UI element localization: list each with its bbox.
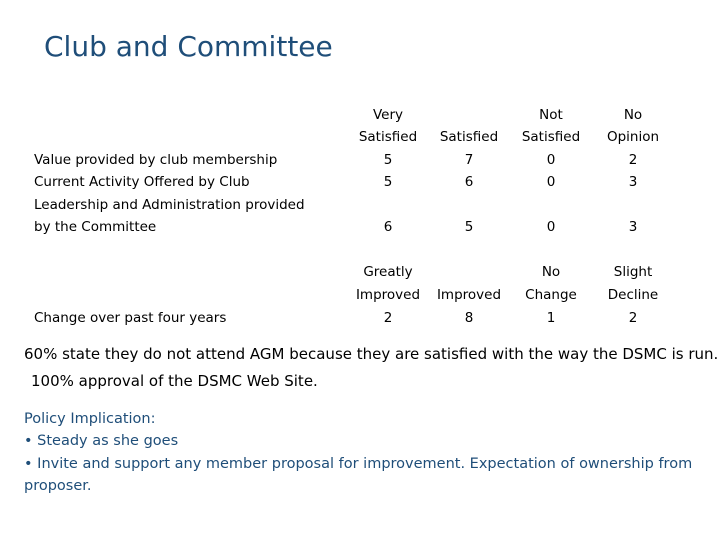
cell-value: 0: [546, 219, 556, 235]
header-slight-decline-line2: Decline: [607, 287, 659, 303]
cell-value: 2: [628, 310, 638, 326]
cell-value: 2: [383, 310, 393, 326]
slide-title: Club and Committee: [44, 30, 333, 63]
cell-value: 8: [464, 310, 474, 326]
cell-value: 0: [546, 174, 556, 190]
header-slight-decline-line1: Slight: [613, 264, 653, 280]
header-very-satisfied-line2: Satisfied: [358, 129, 418, 145]
header-no-change-line1: No: [541, 264, 561, 280]
policy-line: • Steady as she goes: [24, 433, 179, 449]
header-not-satisfied-line2: Satisfied: [521, 129, 581, 145]
row-label-current-activity: Current Activity Offered by Club: [34, 174, 250, 190]
cell-value: 3: [628, 219, 638, 235]
cell-value: 6: [464, 174, 474, 190]
cell-value: 5: [383, 174, 393, 190]
header-very-satisfied-line1: Very: [372, 107, 404, 123]
web-site-note: 100% approval of the DSMC Web Site.: [31, 372, 318, 390]
header-no-opinion-line2: Opinion: [606, 129, 660, 145]
header-not-satisfied-line1: Not: [539, 107, 563, 123]
policy-line: • Invite and support any member proposal for improvement. Expectation of ownership from: [24, 456, 693, 472]
policy-heading: Policy Implication:: [24, 411, 156, 427]
row-label-committee: by the Committee: [34, 219, 157, 235]
row-label-change: Change over past four years: [34, 310, 227, 326]
row-label-club-membership: Value provided by club membership: [34, 152, 278, 168]
policy-line: proposer.: [24, 478, 92, 494]
cell-value: 0: [546, 152, 556, 168]
cell-value: 5: [464, 219, 474, 235]
agm-note: 60% state they do not attend AGM because they are satisfied with the way the DSMC is run.: [24, 345, 719, 363]
cell-value: 2: [628, 152, 638, 168]
header-no-change-line2: Change: [525, 287, 577, 303]
header-improved: Improved: [436, 287, 502, 303]
header-greatly-improved-line1: Greatly: [363, 264, 413, 280]
header-satisfied: Satisfied: [439, 129, 499, 145]
header-no-opinion-line1: No: [623, 107, 643, 123]
cell-value: 6: [383, 219, 393, 235]
cell-value: 7: [464, 152, 474, 168]
row-label-leadership: Leadership and Administration provided: [34, 197, 305, 213]
cell-value: 1: [546, 310, 556, 326]
cell-value: 5: [383, 152, 393, 168]
cell-value: 3: [628, 174, 638, 190]
header-greatly-improved-line2: Improved: [355, 287, 421, 303]
